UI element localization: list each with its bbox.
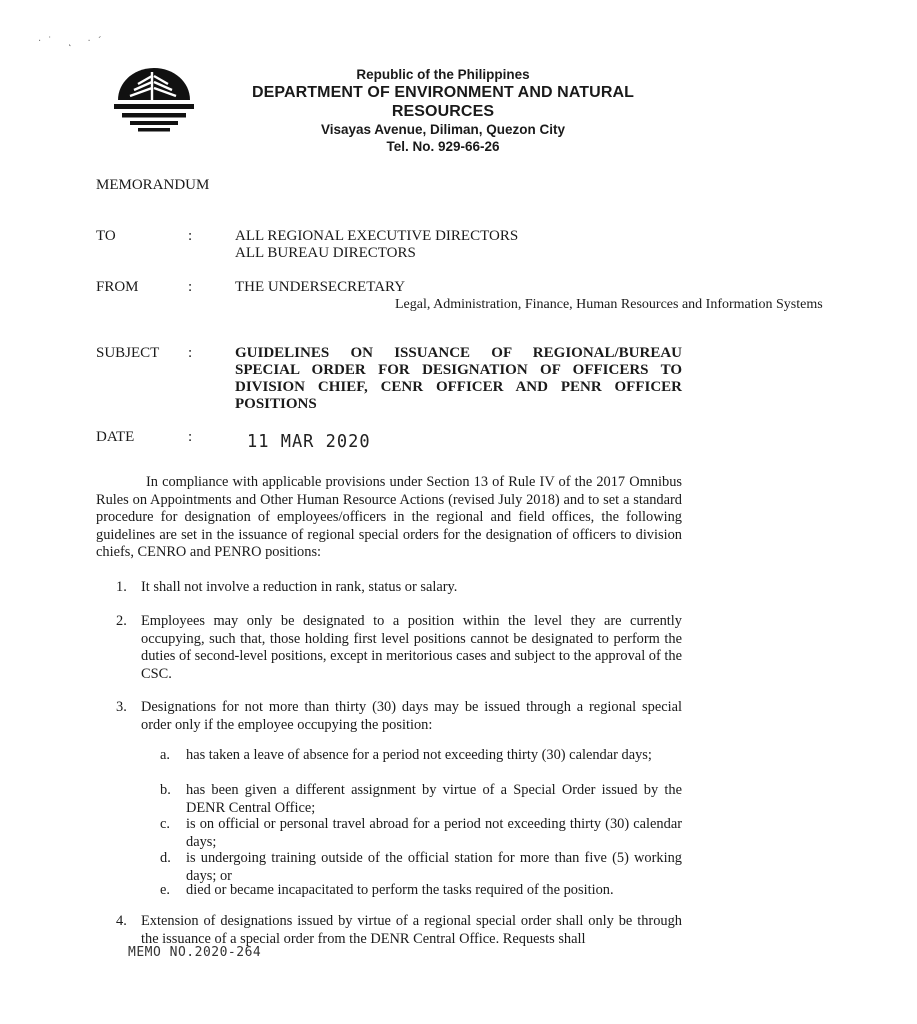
intro-paragraph: In compliance with applicable provisions under Section 13 of Rule IV of the 2017 Omnibus Rules on Appointments and Other Human Resource Actions (revised July 2018) and to set a standard procedure for designation of employees/officers in the regional and field offices, the following guidelines are set in the issuance of regional special orders for the designation of officers to division chiefs, CENRO and PENRO positions:: [96, 474, 682, 561]
date-colon: :: [188, 429, 193, 445]
sub-item-letter: d.: [160, 850, 171, 866]
sub-item-letter: c.: [160, 816, 170, 832]
sub-item: [160, 747, 682, 765]
subject-text: GUIDELINES ON ISSUANCE OF REGIONAL/BUREAU SPECIAL ORDER FOR DESIGNATION OF OFFICERS TO DIVISION CHIEF, CENR OFFICER AND PENR OFFICER POSITIONS: [235, 345, 682, 412]
memo-number: MEMO NO.2020-264: [128, 945, 262, 960]
sub-item-text: is undergoing training outside of the official station for more than five (5) working days; or: [186, 850, 682, 884]
memorandum-title: MEMORANDUM: [96, 177, 210, 193]
list-item-number: 4.: [116, 913, 127, 929]
list-item: [96, 579, 682, 597]
list-item-text: Employees may only be designated to a position within the level they are currently occupying, such that, those holding first level positions cannot be designated to perform the duties of second-level positions, except in meritorious cases and subject to the approval of the CSC.: [141, 613, 682, 682]
sub-item: [160, 816, 682, 851]
denr-seal-icon: [112, 66, 196, 138]
letterhead-telephone: Tel. No. 929-66-26: [386, 139, 500, 154]
sub-item-text: died or became incapacitated to perform the tasks required of the position.: [186, 882, 614, 898]
to-label: TO: [96, 228, 116, 244]
letterhead-republic: Republic of the Philippines: [356, 67, 530, 82]
from-colon: :: [188, 279, 193, 295]
letterhead: [200, 66, 686, 155]
sub-item: [160, 782, 682, 817]
from-label: FROM: [96, 279, 139, 295]
sub-item-letter: a.: [160, 747, 170, 763]
list-item: [96, 613, 682, 683]
list-item-text: It shall not involve a reduction in rank, status or salary.: [141, 579, 458, 595]
sub-item-text: has taken a leave of absence for a period not exceeding thirty (30) calendar days;: [186, 747, 652, 763]
subject-colon: :: [188, 345, 193, 361]
list-item-number: 3.: [116, 699, 127, 715]
to-line-2: ALL BUREAU DIRECTORS: [235, 245, 416, 261]
list-item-text: Designations for not more than thirty (30) days may be issued through a regional special order only if the employee occupying the position:: [141, 699, 682, 733]
sub-item: [160, 882, 682, 900]
sub-item-letter: b.: [160, 782, 171, 798]
list-item-number: 1.: [116, 579, 127, 595]
list-item: [96, 699, 682, 734]
date-stamp: 11 MAR 2020: [247, 431, 371, 453]
sub-item: [160, 850, 682, 885]
to-line-1: ALL REGIONAL EXECUTIVE DIRECTORS: [235, 228, 519, 244]
subject-label: SUBJECT: [96, 345, 160, 361]
date-label: DATE: [96, 429, 135, 445]
letterhead-address: Visayas Avenue, Diliman, Quezon City: [320, 122, 566, 137]
scan-specks: ·˙ ˛ ·´: [38, 36, 108, 47]
from-line-2: Legal, Administration, Finance, Human Resources and Information Systems: [395, 297, 823, 312]
from-line-1: THE UNDERSECRETARY: [235, 279, 406, 295]
to-colon: :: [188, 228, 193, 244]
sub-item-text: has been given a different assignment by virtue of a Special Order issued by the DENR Central Office;: [186, 782, 682, 816]
sub-item-text: is on official or personal travel abroad for a period not exceeding thirty (30) calendar days;: [186, 816, 682, 850]
sub-item-letter: e.: [160, 882, 170, 898]
list-item-text: Extension of designations issued by virtue of a regional special order shall only be through the issuance of a special order from the DENR Central Office. Requests shall: [141, 913, 682, 947]
list-item-number: 2.: [116, 613, 127, 629]
list-item: [96, 913, 682, 948]
letterhead-department: DEPARTMENT OF ENVIRONMENT AND NATURAL RESOURCES: [251, 84, 635, 120]
